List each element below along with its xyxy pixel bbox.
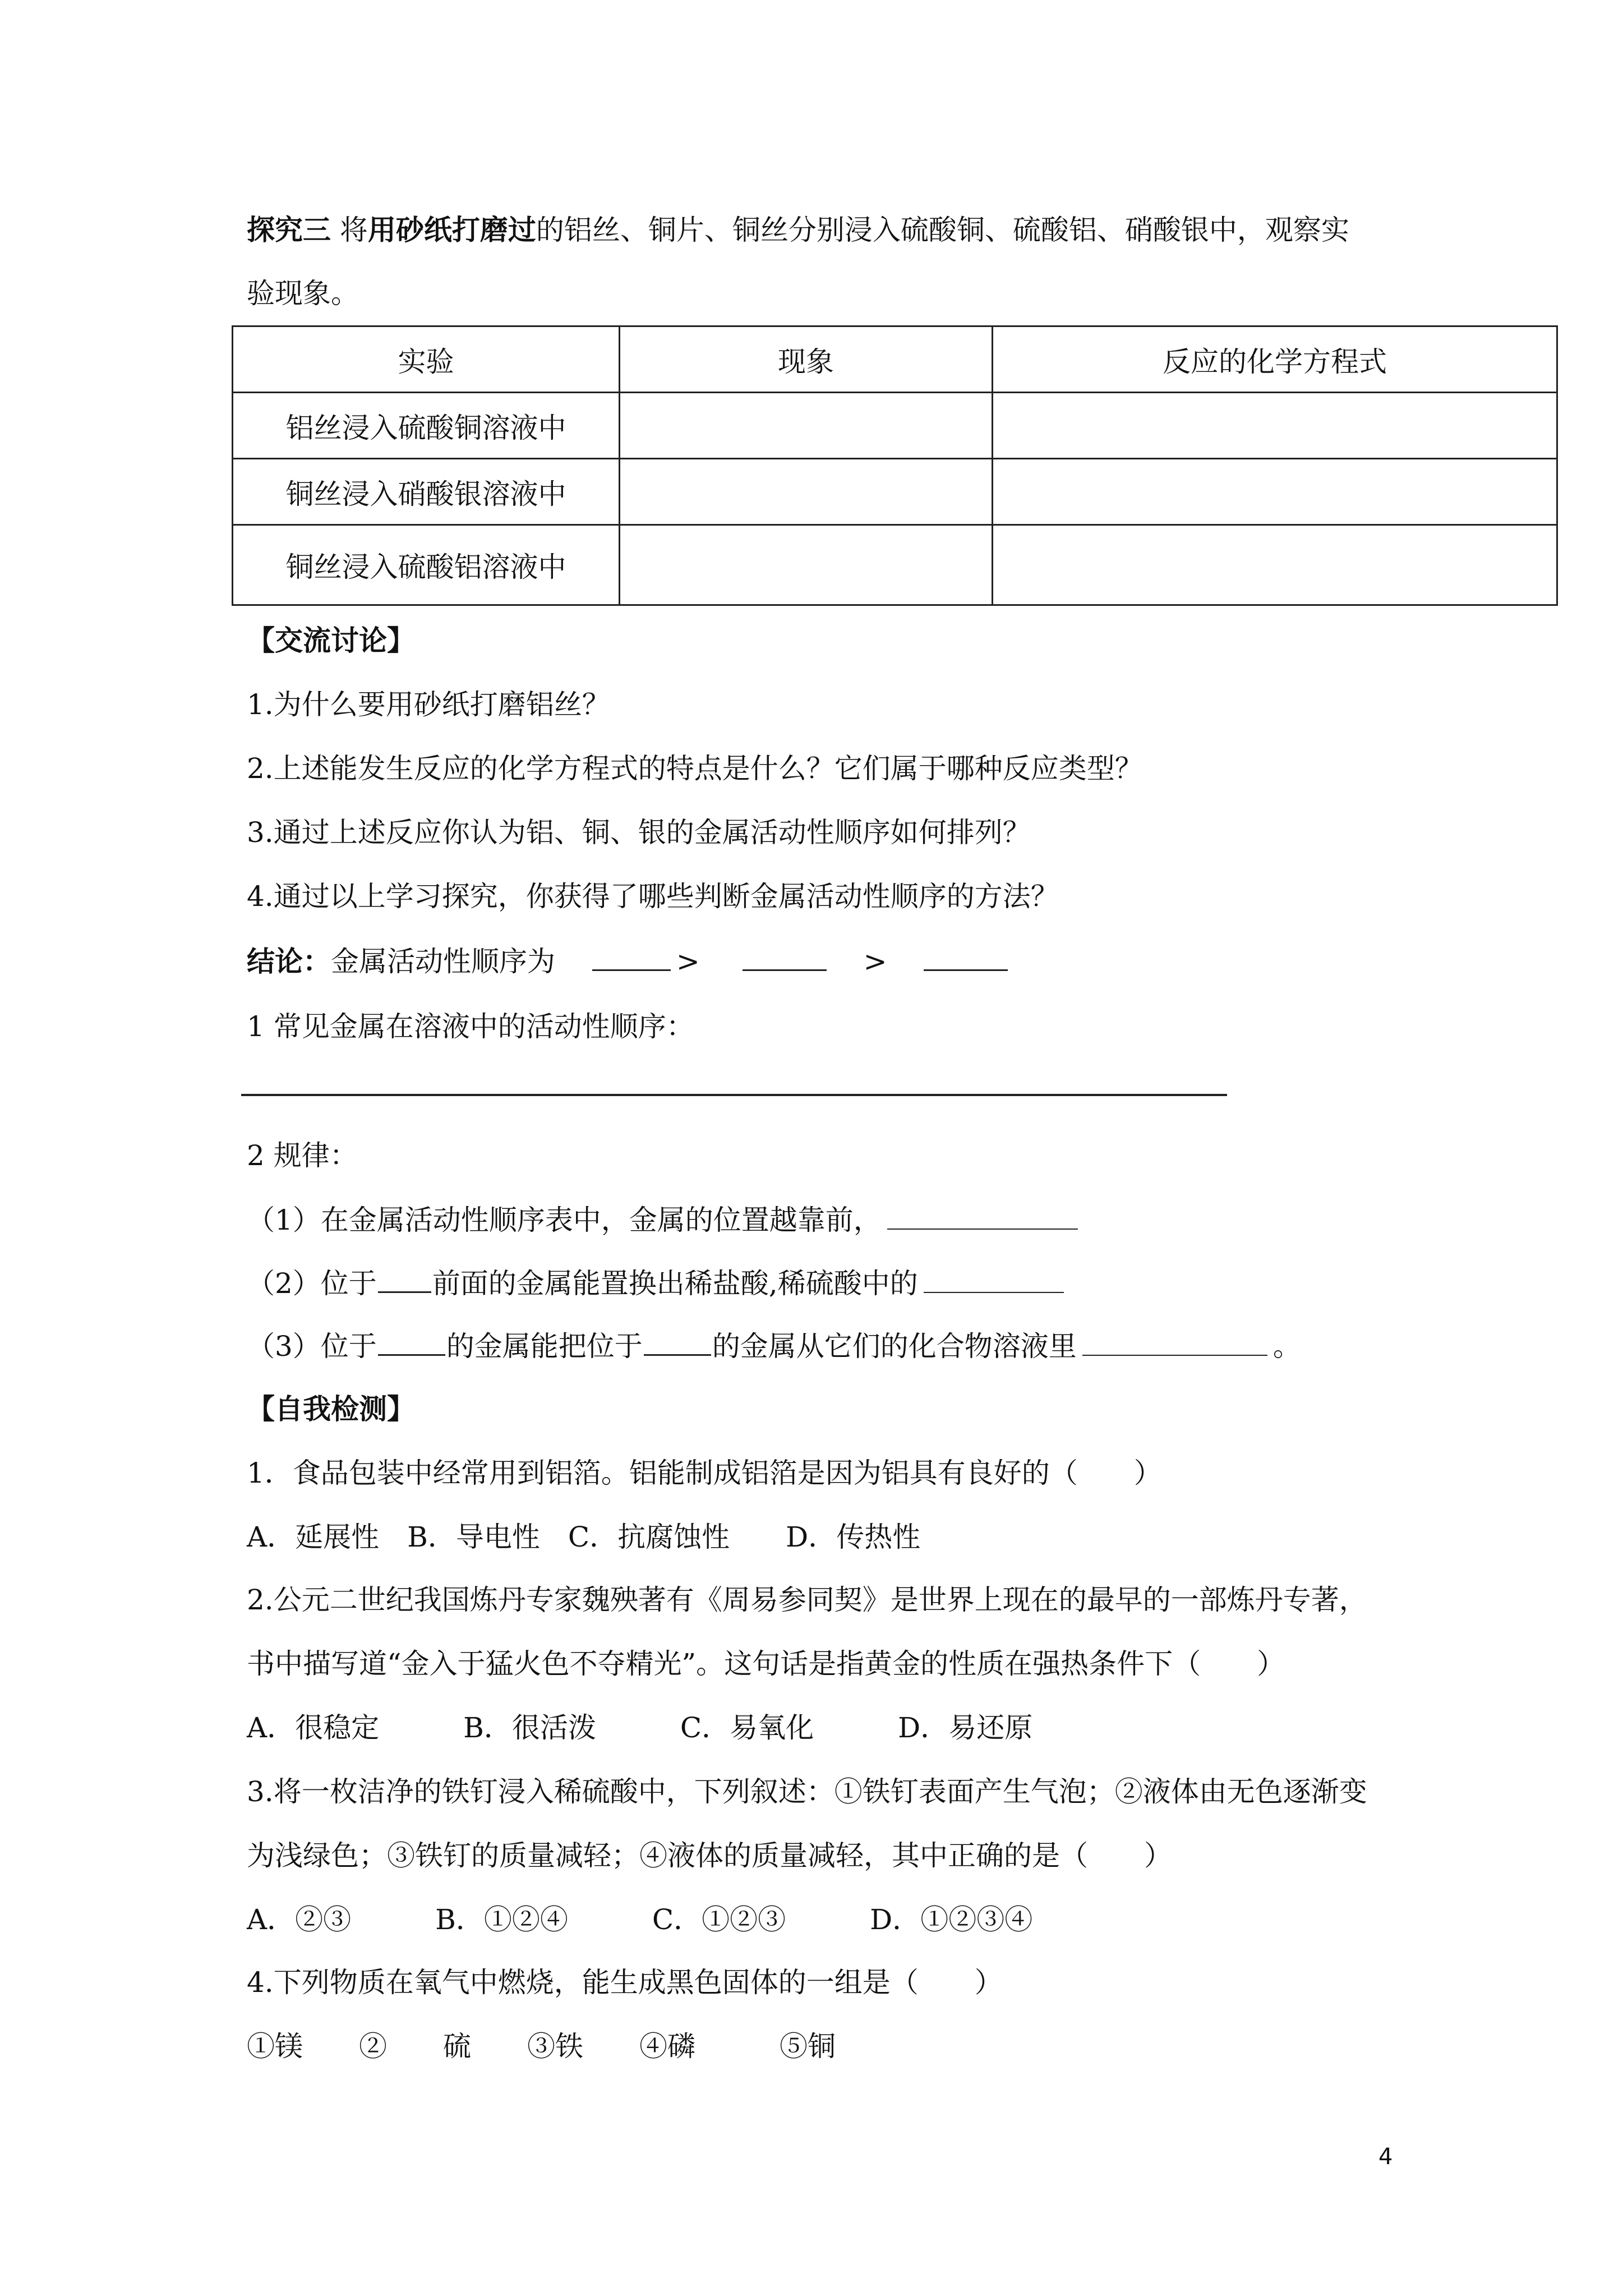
table-cell: 铜丝浸入硫酸铝溶液中 (233, 525, 620, 605)
conclusion-label: 结论： (247, 945, 331, 978)
table-header: 现象 (620, 326, 993, 393)
table-cell[interactable] (993, 393, 1557, 459)
answer-blank[interactable] (924, 944, 1008, 971)
answer-blank[interactable] (1082, 1329, 1267, 1356)
table-row (233, 393, 1557, 459)
rule1-line (247, 1203, 1083, 1237)
rule1-text: （1）在金属活动性顺序表中，金属的位置越靠前， (247, 1204, 882, 1236)
answer-blank[interactable] (887, 1203, 1078, 1230)
selftest-q3-line2: 为浅绿色；③铁钉的质量减轻；④液体的质量减轻，其中正确的是（ ） (247, 1839, 1172, 1872)
selftest-q4: 4.下列物质在氧气中燃烧，能生成黑色固体的一组是（ ） (247, 1966, 1003, 1999)
selftest-q1-options: A．延展性 B．导电性 C．抗腐蚀性 D．传热性 (247, 1521, 921, 1553)
table-cell[interactable] (620, 393, 993, 459)
table-cell[interactable] (993, 459, 1557, 525)
discussion-q2: 2.上述能发生反应的化学方程式的特点是什么？它们属于哪种反应类型？ (247, 752, 1143, 785)
explore3-line1 (247, 213, 1349, 247)
answer-line[interactable] (241, 1094, 1227, 1096)
answer-blank[interactable] (743, 944, 827, 971)
page-number: 4 (1378, 2144, 1393, 2170)
selftest-q1: 1．食品包装中经常用到铝箔。铝能制成铝箔是因为铝具有良好的（ ） (247, 1457, 1162, 1489)
selftest-heading: 【自我检测】 (247, 1392, 415, 1425)
table-cell[interactable] (620, 525, 993, 605)
table-header-row (233, 326, 1557, 393)
conclusion-line (247, 944, 1013, 978)
discussion-q1: 1.为什么要用砂纸打磨铝丝？ (247, 688, 610, 721)
selftest-q2-line1: 2.公元二世纪我国炼丹专家魏殃著有《周易参同契》是世界上现在的最早的一部炼丹专著， (247, 1584, 1367, 1616)
answer-blank[interactable] (644, 1328, 711, 1356)
answer-blank[interactable] (378, 1266, 431, 1293)
experiment-table (232, 325, 1558, 606)
table-cell[interactable] (993, 525, 1557, 605)
table-cell: 铝丝浸入硫酸铜溶液中 (233, 393, 620, 459)
explore3-post: 的铝丝、铜片、铜丝分别浸入硫酸铜、硫酸铝、硝酸银中，观察实 (536, 214, 1349, 246)
table-header: 实验 (233, 326, 620, 393)
explore3-title: 探究三 (247, 213, 331, 246)
rule2-text-b: 前面的金属能置换出稀盐酸,稀硫酸中的 (432, 1267, 918, 1300)
table-header: 反应的化学方程式 (993, 326, 1557, 393)
table-row (233, 525, 1557, 605)
answer-blank[interactable] (924, 1266, 1064, 1293)
discussion-heading: 【交流讨论】 (247, 624, 415, 657)
selftest-q3-line1: 3.将一枚洁净的铁钉浸入稀硫酸中，下列叙述：①铁钉表面产生气泡；②液体由无色逐渐变 (247, 1775, 1367, 1808)
rule2-line (247, 1266, 1069, 1300)
rule3-text-d: 。 (1272, 1330, 1301, 1363)
rule2-text-a: （2）位于 (247, 1267, 377, 1300)
gt-sign: > (863, 945, 887, 978)
rule3-text-c: 的金属从它们的化合物溶液里 (712, 1330, 1077, 1363)
explore3-bold: 用砂纸打磨过 (367, 213, 536, 246)
gt-sign: > (676, 945, 700, 978)
selftest-q2-options: A．很稳定 B．很活泼 C．易氧化 D．易还原 (247, 1711, 1033, 1744)
discussion-q3: 3.通过上述反应你认为铝、铜、银的金属活动性顺序如何排列？ (247, 816, 1031, 849)
table-cell: 铜丝浸入硝酸银溶液中 (233, 459, 620, 525)
answer-blank[interactable] (592, 944, 671, 971)
table-cell[interactable] (620, 459, 993, 525)
answer-blank[interactable] (378, 1328, 445, 1356)
conclusion-item2: 2 规律： (247, 1139, 358, 1172)
selftest-q4-options: ①镁 ② 硫 ③铁 ④磷 ⑤铜 (247, 2030, 836, 2063)
explore3-pre: 将 (339, 214, 368, 246)
conclusion-item1: 1 常见金属在溶液中的活动性顺序： (247, 1010, 694, 1043)
conclusion-text: 金属活动性顺序为 (331, 945, 555, 978)
selftest-q2-line2: 书中描写道“金入于猛火色不夺精光”。这句话是指黄金的性质在强热条件下（ ） (247, 1648, 1285, 1680)
table-row (233, 459, 1557, 525)
rule3-text-b: 的金属能把位于 (446, 1330, 643, 1363)
discussion-q4: 4.通过以上学习探究，你获得了哪些判断金属活动性顺序的方法？ (247, 880, 1059, 913)
rule3-text-a: （3）位于 (247, 1330, 377, 1363)
selftest-q3-options: A．②③ B．①②④ C．①②③ D．①②③④ (247, 1903, 1033, 1936)
rule3-line (247, 1328, 1301, 1363)
explore3-line2: 验现象。 (247, 277, 359, 310)
